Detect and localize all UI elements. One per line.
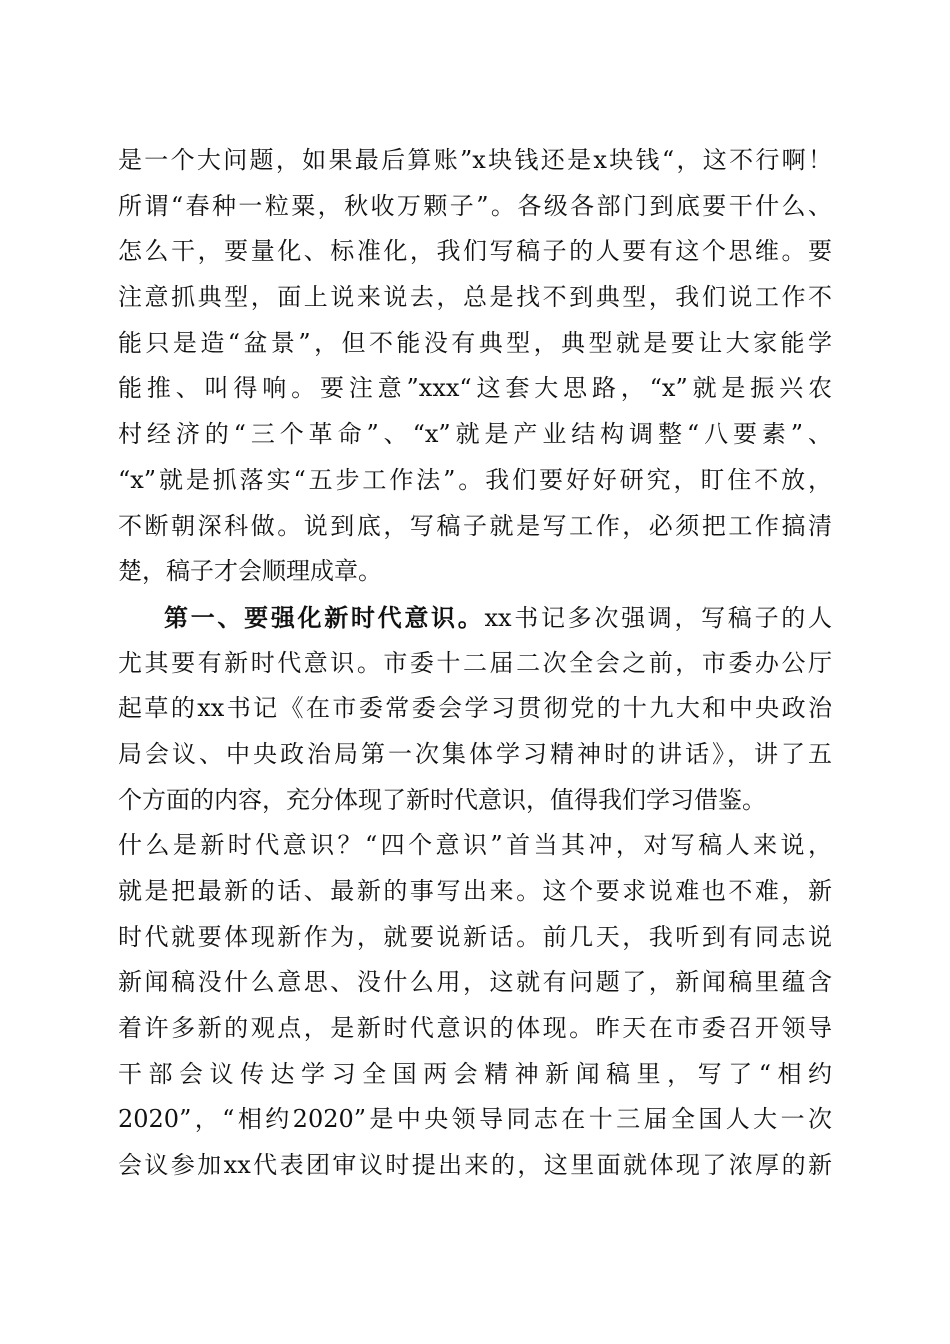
paragraph-2-line: 时代就要体现新作为，就要说新话。前几天，我听到有同志说	[118, 922, 832, 951]
paragraph-2-line: 2020”，“相约2020”是中央领导同志在十三届全国人大一次	[118, 1105, 832, 1134]
paragraph-2-line: 局会议、中央政治局第一次集体学习精神时的讲话》，讲了五	[118, 739, 832, 768]
paragraph-1-line: 是一个大问题，如果最后算账”x块钱还是x块钱“，这不行啊！	[118, 146, 832, 174]
paragraph-1-line: 楚，稿子才会顺理成章。	[118, 557, 382, 586]
paragraph-1-line: 注意抓典型，面上说来说去，总是找不到典型，我们说工作不	[118, 283, 832, 312]
paragraph-1-line: 能推、叫得响。要注意”xxx“这套大思路，“x”就是振兴农	[118, 374, 832, 403]
paragraph-1-line: 不断朝深科做。说到底，写稿子就是写工作，必须把工作搞清	[118, 511, 832, 540]
paragraph-2-line: 干部会议传达学习全国两会精神新闻稿里，写了“相约	[118, 1059, 832, 1088]
paragraph-1-line: “x”就是抓落实“五步工作法”。我们要好好研究，盯住不放，	[118, 465, 832, 494]
paragraph-1-line: 怎么干，要量化、标准化，我们写稿子的人要有这个思维。要	[118, 237, 832, 266]
paragraph-1-line: 所谓“春种一粒粟，秋收万颗子”。各级各部门到底要干什么、	[118, 191, 832, 220]
document-page	[118, 138, 832, 1189]
paragraph-2-first-line-text: xx书记多次强调，写稿子的人	[484, 603, 832, 632]
paragraph-2-line: 什么是新时代意识？“四个意识”首当其冲，对写稿人来说，	[118, 831, 832, 860]
paragraph-2-line: 就是把最新的话、最新的事写出来。这个要求说难也不难，新	[118, 877, 832, 905]
paragraph-1	[118, 138, 832, 595]
paragraph-2-line: 起草的xx书记《在市委常委会学习贯彻党的十九大和中央政治	[118, 694, 832, 723]
paragraph-2-line: 个方面的内容，充分体现了新时代意识，值得我们学习借鉴。	[118, 785, 766, 814]
paragraph-2-first-line	[118, 595, 832, 641]
paragraph-2	[118, 595, 832, 1189]
paragraph-2-line: 会议参加xx代表团审议时提出来的，这里面就体现了浓厚的新	[118, 1151, 832, 1180]
paragraph-1-line: 村经济的“三个革命”、“x”就是产业结构调整“八要素”、	[118, 420, 832, 449]
section-heading: 第一、要强化新时代意识。	[164, 602, 485, 632]
paragraph-1-line: 能只是造“盆景”，但不能没有典型，典型就是要让大家能学	[118, 328, 832, 357]
paragraph-2-line: 尤其要有新时代意识。市委十二届二次全会之前，市委办公厅	[118, 648, 832, 677]
paragraph-2-line: 着许多新的观点，是新时代意识的体现。昨天在市委召开领导	[118, 1014, 832, 1043]
paragraph-2-line: 新闻稿没什么意思、没什么用，这就有问题了，新闻稿里蕴含	[118, 968, 832, 997]
